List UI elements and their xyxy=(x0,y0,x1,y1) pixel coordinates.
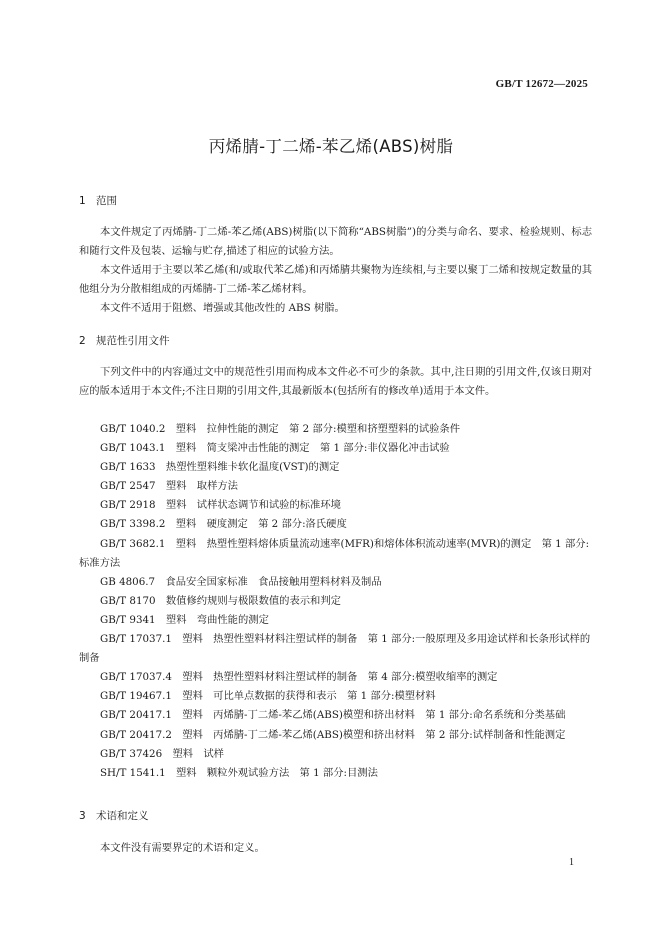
reference-item: GB/T 37426 塑料 试样 xyxy=(100,747,224,760)
reference-item: GB/T 17037.4 塑料 热塑性塑料材料注塑试样的制备 第 4 部分:模塑收缩率的测定 xyxy=(100,671,498,684)
reference-item: GB/T 19467.1 塑料 可比单点数据的获得和表示 第 1 部分:模塑材料 xyxy=(100,690,436,703)
reference-item: GB/T 20417.2 塑料 丙烯腈-丁二烯-苯乙烯(ABS)模塑和挤出材料 第 2 部分:试样制备和性能测定 xyxy=(100,728,566,741)
section-3-heading xyxy=(79,808,149,823)
paragraph: 下列文件中的内容通过文中的规范性引用而构成本文件必不可少的条款。其中,注日期的引用文件,仅该日期对应的版本适用于本文件;不注日期的引用文件,其最新版本(包括所有的修改单)适用于本文件。 xyxy=(79,366,592,398)
reference-item: GB/T 2547 塑料 取样方法 xyxy=(100,480,238,493)
document-title: 丙烯腈-丁二烯-苯乙烯(ABS)树脂 xyxy=(208,137,454,156)
paragraph: 本文件没有需要界定的术语和定义。 xyxy=(100,842,265,854)
reference-item: GB/T 3682.1 塑料 热塑性塑料熔体质量流动速率(MFR)和熔体体积流动速率(MVR)的测定 第 1 部分:标准方法 xyxy=(79,537,590,569)
reference-item: GB/T 2918 塑料 试样状态调节和试验的标准环境 xyxy=(100,499,341,512)
reference-item: GB/T 3398.2 塑料 硬度测定 第 2 部分:洛氏硬度 xyxy=(100,518,347,531)
terms-body xyxy=(79,839,592,858)
standard-code: GB/T 12672—2025 xyxy=(495,78,588,90)
section-2-heading xyxy=(79,333,170,348)
section-title: 范围 xyxy=(96,195,117,207)
reference-item: SH/T 1541.1 塑料 颗粒外观试验方法 第 1 部分:目测法 xyxy=(100,766,378,779)
reference-item: GB/T 1633 热塑性塑料维卡软化温度(VST)的测定 xyxy=(100,461,340,474)
reference-item: GB/T 1043.1 塑料 简支梁冲击性能的测定 第 1 部分:非仪器化冲击试验 xyxy=(100,442,450,455)
normative-intro xyxy=(79,363,592,401)
paragraph: 本文件规定了丙烯腈-丁二烯-苯乙烯(ABS)树脂(以下简称“ABS树脂”)的分类与命名、要求、检验规则、标志和随行文件及包装、运输与贮存,描述了相应的试验方法。 xyxy=(79,226,592,258)
scope-body xyxy=(79,223,592,318)
reference-item: GB/T 17037.1 塑料 热塑性塑料材料注塑试样的制备 第 1 部分:一般原理及多用途试样和长条形试样的制备 xyxy=(79,633,591,665)
section-title: 规范性引用文件 xyxy=(96,335,170,347)
page-number: 1 xyxy=(569,857,574,868)
section-1-heading xyxy=(79,193,117,208)
reference-item: GB/T 1040.2 塑料 拉伸性能的测定 第 2 部分:模塑和挤塑塑料的试验条件 xyxy=(100,423,461,435)
reference-item: GB/T 8170 数值修约规则与极限数值的表示和判定 xyxy=(100,594,341,607)
section-number: 3 xyxy=(79,810,86,822)
section-number: 2 xyxy=(79,335,86,347)
paragraph: 本文件适用于主要以苯乙烯(和/或取代苯乙烯)和丙烯腈共聚物为连续相,与主要以聚丁二烯和按规定数量的其他组分为分散相组成的丙烯腈-丁二烯-苯乙烯材料。 xyxy=(79,264,592,296)
reference-item: GB 4806.7 食品安全国家标准 食品接触用塑料材料及制品 xyxy=(100,575,382,588)
section-number: 1 xyxy=(79,195,86,207)
reference-list xyxy=(79,420,592,783)
reference-item: GB/T 20417.1 塑料 丙烯腈-丁二烯-苯乙烯(ABS)模塑和挤出材料 第 1 部分:命名系统和分类基础 xyxy=(100,709,566,722)
reference-item: GB/T 9341 塑料 弯曲性能的测定 xyxy=(100,613,269,626)
section-title: 术语和定义 xyxy=(96,810,149,822)
paragraph: 本文件不适用于阻燃、增强或其他改性的 ABS 树脂。 xyxy=(100,302,345,315)
